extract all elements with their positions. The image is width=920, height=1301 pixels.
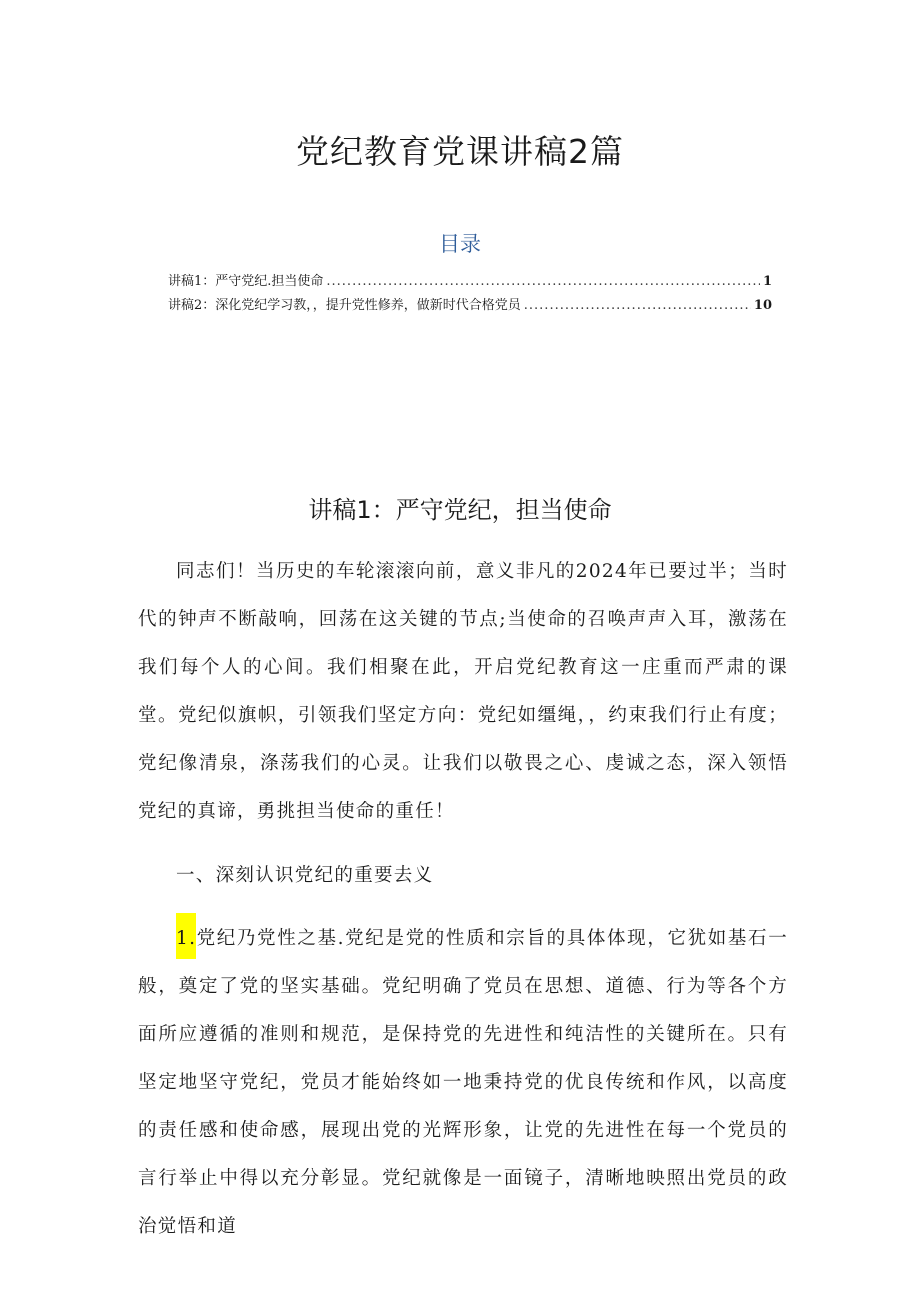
toc-dot-leader (524, 294, 751, 318)
section-subheading: 一、深刻认识党纪的重要去义 (176, 865, 434, 886)
toc-dot-leader (326, 270, 760, 294)
section-title: 讲稿1：严守党纪，担当使命 (308, 496, 612, 524)
toc-entry-label: 讲稿1：严守党纪.担当使命 (168, 274, 324, 289)
highlighted-list-marker: 1. (176, 913, 196, 959)
intro-paragraph: 同志们！当历史的车轮滚滚向前，意义非凡的2024年已要过半；当时代的钟声不断敲响，回荡在这关键的节点;当使命的召唤声声入耳，激荡在我们每个人的心间。我们相聚在此，开启党纪教育这一庄重而严肃的课堂。党纪似旗帜，引领我们坚定方向：党纪如缰绳，，约束我们行止有度；党纪像清泉，涤荡我们的心灵。让我们以敬畏之心、虔诚之态，深入领悟党纪的真谛，勇挑担当使命的重任！ (138, 561, 788, 822)
table-of-contents (168, 270, 772, 318)
toc-page-number: 1 (762, 274, 772, 289)
document-title: 党纪教育党课讲稿2篇 (296, 132, 624, 171)
toc-entry[interactable] (168, 294, 772, 318)
toc-entry[interactable] (168, 270, 772, 294)
toc-page-number: 10 (753, 298, 772, 313)
point-1-paragraph (138, 913, 788, 1251)
toc-entry-label: 讲稿2：深化党纪学习教，，提升党性修养，做新时代合格党员 (168, 298, 521, 313)
point-1-text: 党纪乃党性之基.党纪是党的性质和宗旨的具体体现，它犹如基石一般，奠定了党的坚实基础。党纪明确了党员在思想、道德、行为等各个方面所应遵循的准则和规范，是保持党的先进性和纯洁性的关键所在。只有坚定地坚守党纪，党员才能始终如一地秉持党的优良传统和作风，以高度的责任感和使命感，展现出党的光辉形象，让党的先进性在每一个党员的言行举止中得以充分彰显。党纪就像是一面镜子，清晰地映照出党员的政治觉悟和道 (138, 928, 788, 1237)
toc-heading: 目录 (439, 232, 481, 256)
